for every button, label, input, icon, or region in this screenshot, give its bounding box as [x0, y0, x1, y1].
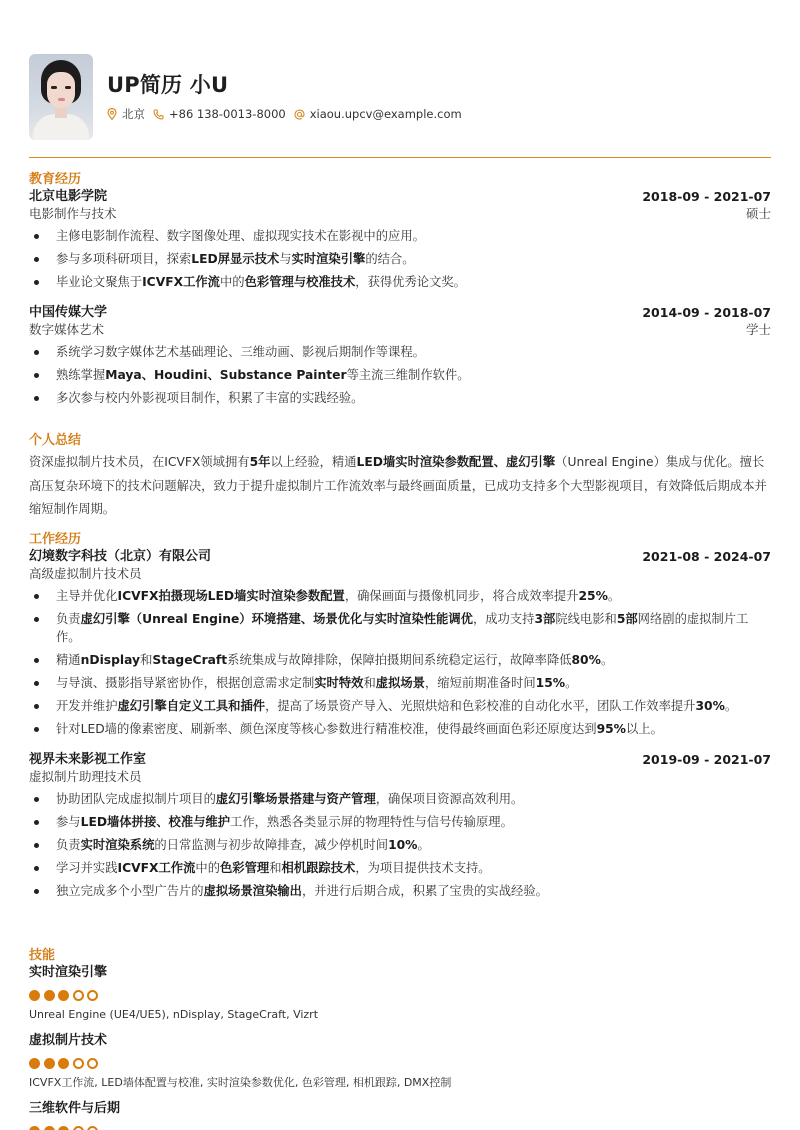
- skill-rating: [29, 1126, 771, 1130]
- rating-dot-filled: [29, 1126, 40, 1130]
- rating-dot-filled: [29, 990, 40, 1001]
- school-name: 北京电影学院: [29, 189, 108, 204]
- bullet-item: 与导演、摄影指导紧密协作，根据创意需求定制实时特效和虚拟场景，缩短前期准备时间15%。: [29, 674, 771, 692]
- bullet-item: 主修电影制作流程、数字图像处理、虚拟现实技术在影视中的应用。: [29, 227, 771, 245]
- education-dates: 2018-09 - 2021-07: [642, 189, 771, 204]
- bullet-item: 负责实时渲染系统的日常监测与初步故障排查，减少停机时间10%。: [29, 836, 771, 854]
- major: 数字媒体艺术: [29, 322, 105, 337]
- skill-name: 实时渲染引擎: [29, 965, 108, 980]
- company-name: 幻境数字科技（北京）有限公司: [29, 549, 212, 564]
- rating-dot-empty: [87, 990, 98, 1001]
- work-dates: 2021-08 - 2024-07: [642, 549, 771, 564]
- phone-text: +86 138-0013-8000: [169, 107, 286, 121]
- candidate-name: UP简历 小U: [107, 73, 229, 97]
- rating-dot-filled: [29, 1058, 40, 1069]
- rating-dot-empty: [73, 1058, 84, 1069]
- rating-dot-filled: [58, 990, 69, 1001]
- rating-dot-empty: [87, 1126, 98, 1130]
- work-dates: 2019-09 - 2021-07: [642, 752, 771, 767]
- bullet-item: 独立完成多个小型广告片的虚拟场景渲染输出，并进行后期合成，积累了宝贵的实战经验。: [29, 882, 771, 900]
- skill-item: [29, 964, 771, 1022]
- bullet-item: 协助团队完成虚拟制片项目的虚幻引擎场景搭建与资产管理，确保项目资源高效利用。: [29, 790, 771, 808]
- section-title-summary: 个人总结: [29, 433, 82, 448]
- education-dates: 2014-09 - 2018-07: [642, 305, 771, 320]
- section-title-work: 工作经历: [29, 532, 82, 547]
- major: 电影制作与技术: [29, 206, 117, 221]
- work-bullets: [29, 587, 771, 738]
- bullet-item: 参与LED墙体拼接、校准与维护工作，熟悉各类显示屏的物理特性与信号传输原理。: [29, 813, 771, 831]
- header-divider: [29, 157, 771, 158]
- school-name: 中国传媒大学: [29, 305, 108, 320]
- rating-dot-empty: [87, 1058, 98, 1069]
- rating-dot-filled: [58, 1058, 69, 1069]
- education-bullets: [29, 227, 771, 291]
- rating-dot-filled: [44, 1058, 55, 1069]
- bullet-item: 毕业论文聚焦于ICVFX工作流中的色彩管理与校准技术，获得优秀论文奖。: [29, 273, 771, 291]
- resume-header: [29, 54, 470, 140]
- work-entry: [29, 548, 771, 738]
- skill-rating: [29, 1058, 771, 1069]
- education-entry: [29, 188, 771, 291]
- skill-item: [29, 1032, 771, 1090]
- email-text: xiaou.upcv@example.com: [309, 107, 462, 121]
- at-icon: [294, 109, 305, 120]
- contact-location: [107, 106, 145, 122]
- education-entry: [29, 304, 771, 407]
- summary-text: 资深虚拟制片技术员，在ICVFX领域拥有5年以上经验，精通LED墙实时渲染参数配置、虚幻引擎（Unreal Engine）集成与优化。擅长高压复杂环境下的技术问题解决，致力于提升虚拟制片工作流效率与最终画面质量，已成功支持多个大型影视项目，有效降低后期成本并缩短制作周期。: [29, 455, 767, 516]
- skills-section: [29, 947, 771, 1130]
- work-bullets: [29, 790, 771, 900]
- contact-phone[interactable]: [153, 107, 286, 121]
- skill-list: ICVFX工作流, LED墙体配置与校准, 实时渲染参数优化, 色彩管理, 相机跟踪, DMX控制: [29, 1076, 452, 1089]
- rating-dot-empty: [73, 1126, 84, 1130]
- degree: 硕士: [745, 206, 771, 221]
- contact-info: [107, 106, 470, 122]
- bullet-item: 精通nDisplay和StageCraft系统集成与故障排除，保障拍摄期间系统稳定运行，故障率降低80%。: [29, 651, 771, 669]
- work-section: [29, 531, 771, 905]
- job-role: 高级虚拟制片技术员: [29, 566, 142, 581]
- skill-name: 三维软件与后期: [29, 1101, 121, 1116]
- skill-list: Unreal Engine (UE4/UE5), nDisplay, StageCraft, Vizrt: [29, 1008, 319, 1021]
- skill-rating: [29, 990, 771, 1001]
- rating-dot-filled: [44, 990, 55, 1001]
- bullet-item: 负责虚幻引擎（Unreal Engine）环境搭建、场景优化与实时渲染性能调优，成功支持3部院线电影和5部网络剧的虚拟制片工作。: [29, 610, 771, 646]
- bullet-item: 学习并实践ICVFX工作流中的色彩管理和相机跟踪技术，为项目提供技术支持。: [29, 859, 771, 877]
- rating-dot-filled: [58, 1126, 69, 1130]
- skill-item: [29, 1100, 771, 1130]
- work-entry: [29, 751, 771, 900]
- location-text: 北京: [122, 107, 145, 121]
- map-pin-icon: [107, 108, 117, 120]
- degree: 学士: [745, 322, 771, 337]
- bullet-item: 针对LED墙的像素密度、刷新率、颜色深度等核心参数进行精准校准，使得最终画面色彩还原度达到95%以上。: [29, 720, 771, 738]
- rating-dot-filled: [44, 1126, 55, 1130]
- bullet-item: 主导并优化ICVFX拍摄现场LED墙实时渲染参数配置，确保画面与摄像机同步，将合成效率提升25%。: [29, 587, 771, 605]
- skill-name: 虚拟制片技术: [29, 1033, 108, 1048]
- education-bullets: [29, 343, 771, 407]
- bullet-item: 系统学习数字媒体艺术基础理论、三维动画、影视后期制作等课程。: [29, 343, 771, 361]
- rating-dot-empty: [73, 990, 84, 1001]
- job-role: 虚拟制片助理技术员: [29, 769, 142, 784]
- section-title-education: 教育经历: [29, 172, 82, 187]
- bullet-item: 开发并维护虚幻引擎自定义工具和插件，提高了场景资产导入、光照烘焙和色彩校准的自动化水平，团队工作效率提升30%。: [29, 697, 771, 715]
- bullet-item: 熟练掌握Maya、Houdini、Substance Painter等主流三维制作软件。: [29, 366, 771, 384]
- profile-photo: [29, 54, 93, 140]
- section-title-skills: 技能: [29, 948, 56, 963]
- bullet-item: 多次参与校内外影视项目制作，积累了丰富的实践经验。: [29, 389, 771, 407]
- company-name: 视界未来影视工作室: [29, 752, 147, 767]
- phone-icon: [153, 109, 164, 120]
- bullet-item: 参与多项科研项目，探索LED屏显示技术与实时渲染引擎的结合。: [29, 250, 771, 268]
- education-section: [29, 171, 771, 412]
- summary-section: [29, 432, 771, 522]
- contact-email[interactable]: [294, 107, 462, 121]
